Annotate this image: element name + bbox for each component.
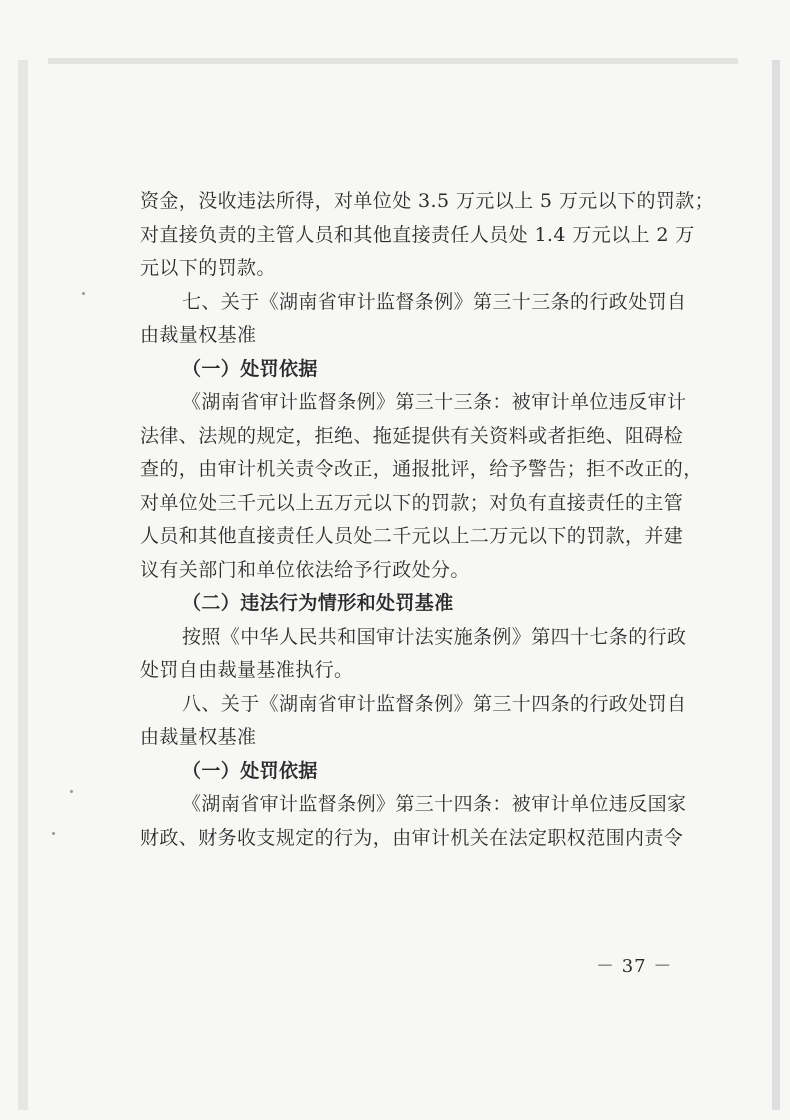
section-title-7-cont: 由裁量权基准 xyxy=(140,324,257,346)
scan-speck xyxy=(52,832,55,835)
body-line: 处罚自由裁量基准执行。 xyxy=(140,659,354,681)
scan-edge-top xyxy=(48,58,738,64)
body-line: 对直接负责的主管人员和其他直接责任人员处 1.4 万元以上 2 万 xyxy=(140,223,695,246)
body-line: 元以下的罚款。 xyxy=(140,257,276,279)
subheading-penalty-basis: （一）处罚依据 xyxy=(182,759,318,782)
scan-edge-left xyxy=(18,60,28,1110)
body-line: 《湖南省审计监督条例》第三十四条：被审计单位违反国家 xyxy=(182,793,687,815)
scan-speck xyxy=(82,292,85,295)
body-line: 查的，由审计机关责令改正，通报批评，给予警告；拒不改正的， xyxy=(140,458,703,480)
scan-speck xyxy=(70,790,73,793)
section-title-8-cont: 由裁量权基准 xyxy=(140,726,257,748)
section-title-8: 八、关于《湖南省审计监督条例》第三十四条的行政处罚自 xyxy=(182,692,687,715)
body-line: 法律、法规的规定，拒绝、拖延提供有关资料或者拒绝、阻碍检 xyxy=(140,424,684,447)
subheading-penalty-basis: （一）处罚依据 xyxy=(182,357,318,380)
section-title-7: 七、关于《湖南省审计监督条例》第三十三条的行政处罚自 xyxy=(182,290,687,313)
scan-edge-right xyxy=(772,60,780,1110)
document-body xyxy=(140,185,715,855)
subheading-violation-criteria: （二）违法行为情形和处罚基准 xyxy=(182,592,454,614)
body-line: 人员和其他直接责任人员处二千元以上二万元以下的罚款，并建 xyxy=(140,525,684,547)
page-number: － 37 － xyxy=(596,956,673,977)
body-line: 按照《中华人民共和国审计法实施条例》第四十七条的行政 xyxy=(182,625,687,648)
body-line: 财政、财务收支规定的行为，由审计机关在法定职权范围内责令 xyxy=(140,826,684,849)
body-line: 《湖南省审计监督条例》第三十三条：被审计单位违反审计 xyxy=(182,391,687,413)
body-line: 对单位处三千元以上五万元以下的罚款；对负有直接责任的主管 xyxy=(140,491,684,514)
body-line: 资金，没收违法所得，对单位处 3.5 万元以上 5 万元以下的罚款； xyxy=(140,190,715,212)
body-line: 议有关部门和单位依法给予行政处分。 xyxy=(140,558,470,581)
